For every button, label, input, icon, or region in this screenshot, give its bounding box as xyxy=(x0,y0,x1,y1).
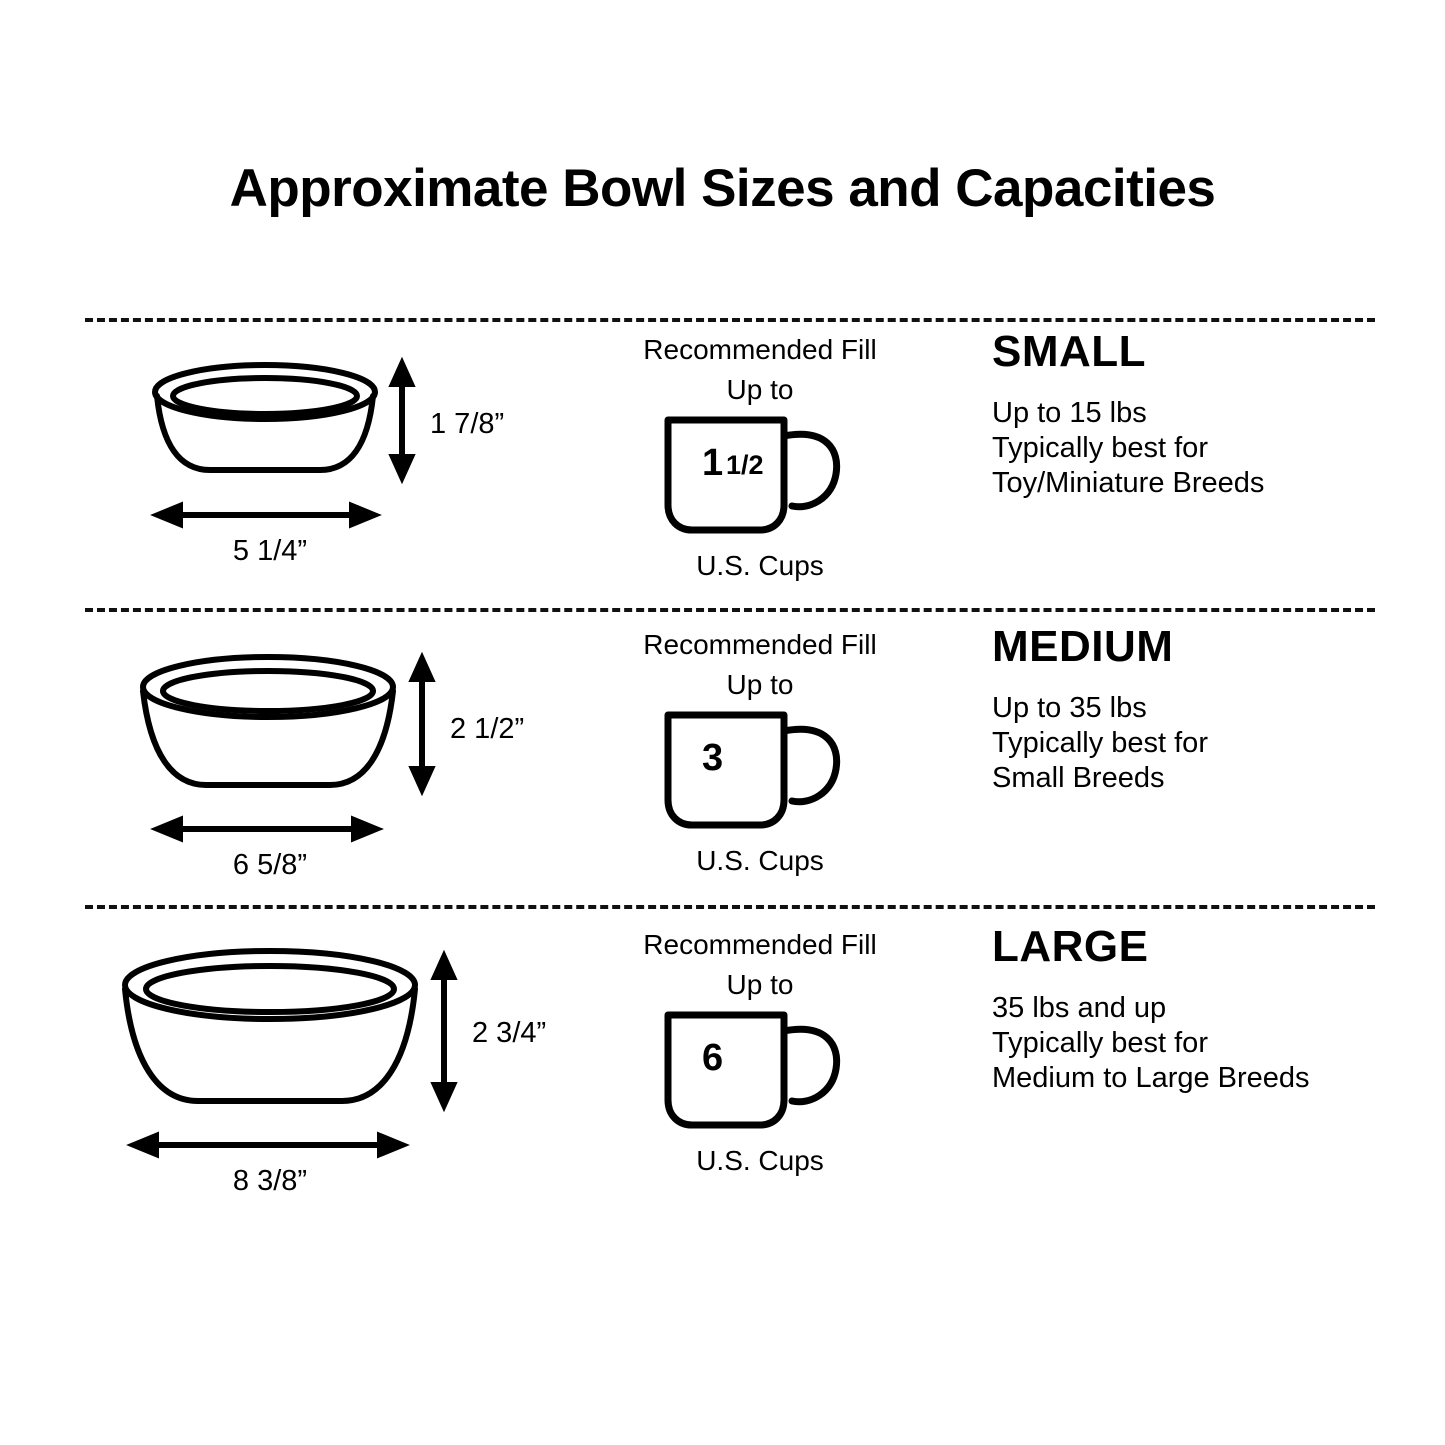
size-desc-line-3: Small Breeds xyxy=(992,762,1165,795)
size-info-large xyxy=(992,922,1412,1096)
row-small xyxy=(0,327,1445,620)
bowl-height-label: 2 1/2” xyxy=(450,713,525,745)
cup-amount-fraction: 1/2 xyxy=(726,449,764,480)
bowl-width-label: 8 3/8” xyxy=(232,1165,308,1197)
bowl-drawing-icon xyxy=(110,925,560,1175)
recommended-fill-label: Recommended Fill xyxy=(643,334,877,365)
size-info-small xyxy=(992,327,1412,501)
measuring-cup-wrap xyxy=(590,410,930,550)
page-title: Approximate Bowl Sizes and Capacities xyxy=(229,159,1216,218)
size-desc-line-1: Up to 35 lbs xyxy=(992,692,1147,724)
bowl-drawing-icon xyxy=(110,625,560,875)
size-name-small: SMALL xyxy=(992,327,1147,376)
size-info-medium xyxy=(992,622,1412,796)
us-cups-label: U.S. Cups xyxy=(696,844,824,876)
size-desc-line-2: Typically best for xyxy=(992,432,1208,465)
bowl-height-label: 2 3/4” xyxy=(472,1017,547,1049)
fill-recommendation-large xyxy=(590,925,930,1215)
divider-top xyxy=(85,318,1375,322)
size-desc-line-3: Medium to Large Breeds xyxy=(992,1062,1310,1095)
size-desc-line-1: 35 lbs and up xyxy=(992,992,1167,1024)
us-cups-label: U.S. Cups xyxy=(696,549,824,581)
bowl-height-label: 1 7/8” xyxy=(430,408,505,440)
row-large xyxy=(0,922,1445,1215)
fill-recommendation-medium xyxy=(590,625,930,915)
size-desc-line-1: Up to 15 lbs xyxy=(992,397,1147,429)
up-to-label: Up to xyxy=(726,373,794,405)
cup-amount-whole: 1 xyxy=(702,441,724,484)
measuring-cup-wrap xyxy=(590,705,930,845)
bowl-illustration-small xyxy=(110,330,560,620)
bowl-illustration-medium xyxy=(110,625,560,915)
size-desc-line-3: Toy/Miniature Breeds xyxy=(992,467,1265,500)
bowl-illustration-large xyxy=(110,925,560,1215)
fill-recommendation-small xyxy=(590,330,930,620)
up-to-label: Up to xyxy=(726,668,794,700)
bowl-width-label: 5 1/4” xyxy=(232,535,308,567)
size-name-medium: MEDIUM xyxy=(992,622,1174,671)
us-cups-label: U.S. Cups xyxy=(696,1144,824,1176)
measuring-cup-wrap xyxy=(590,1005,930,1145)
size-name-large: LARGE xyxy=(992,922,1149,971)
size-desc-line-2: Typically best for xyxy=(992,1027,1208,1060)
recommended-fill-label: Recommended Fill xyxy=(643,929,877,960)
up-to-label: Up to xyxy=(726,968,794,1000)
size-desc-line-2: Typically best for xyxy=(992,727,1208,760)
bowl-width-label: 6 5/8” xyxy=(232,849,308,881)
recommended-fill-label: Recommended Fill xyxy=(643,629,877,660)
measuring-cup-icon xyxy=(640,1005,880,1135)
cup-amount-whole: 3 xyxy=(702,736,724,779)
row-medium xyxy=(0,622,1445,915)
cup-amount-whole: 6 xyxy=(702,1036,724,1079)
measuring-cup-icon xyxy=(640,705,880,835)
